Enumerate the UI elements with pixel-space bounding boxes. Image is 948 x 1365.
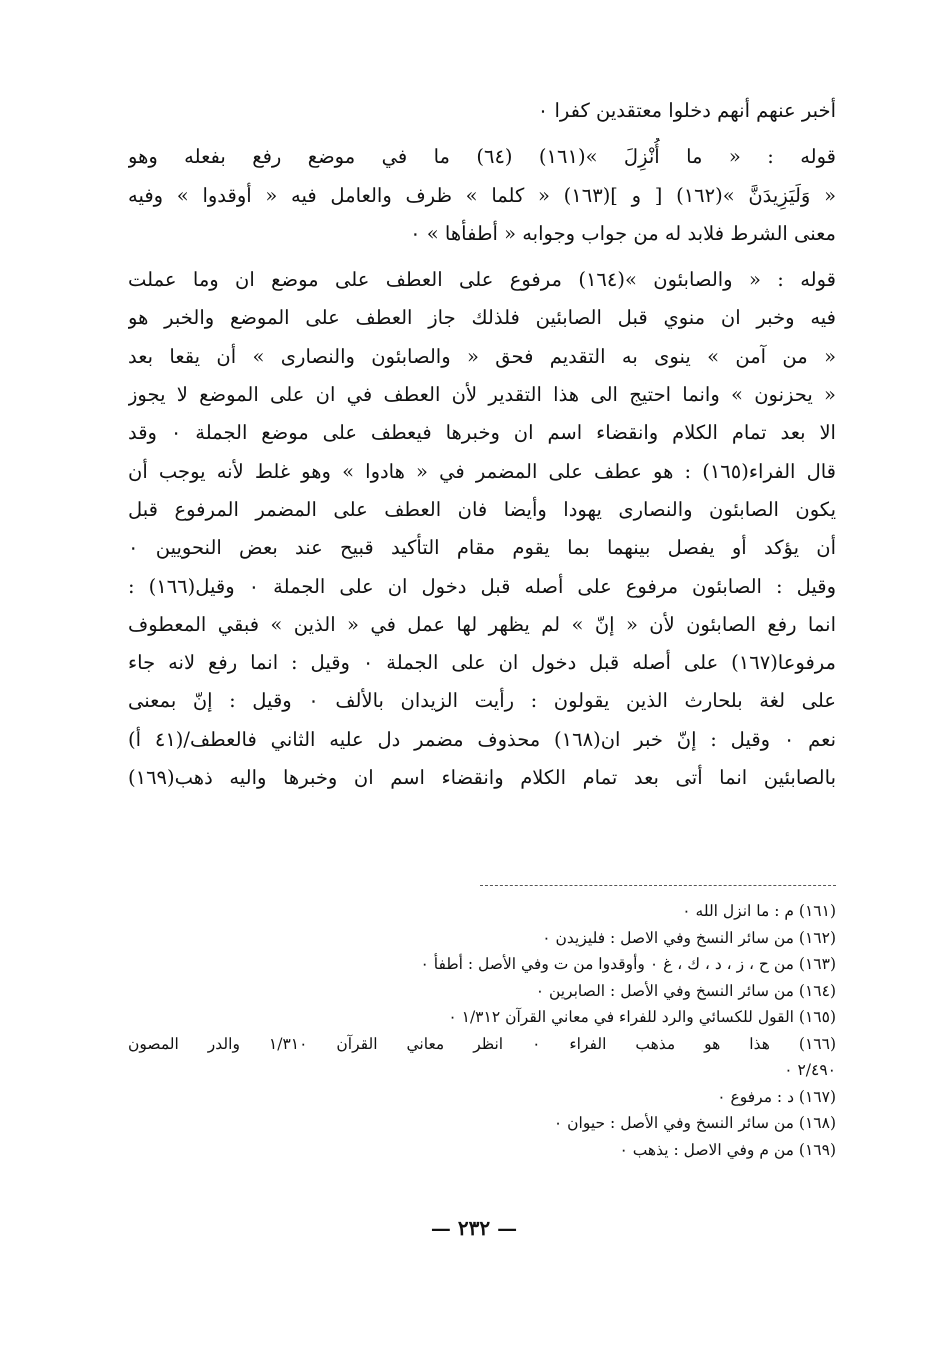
- footnote: (١٦٣) من ح ، ز ، د ، ك ، غ ٠ وأوقدوا من ت وفي الأصل : أطفأ ٠: [420, 955, 836, 973]
- page-number: — ٢٣٢ —: [430, 1216, 518, 1240]
- footnote: (١٦٢) من سائر النسخ وفي الاصل : فليزيدن ٠: [542, 928, 836, 947]
- text-line: أخبر عنهم أنهم دخلوا معتقدين كفرا ٠: [537, 99, 836, 122]
- text-line: أن يؤكد أو يفصل بينهما بما يقوم مقام التأكيد قبيح عند بعض النحويين ٠: [128, 536, 836, 560]
- text-line: قال الفراء(١٦٥) : هو عطف على المضمر في « هادوا » وهو غلط لأنه يوجب أن: [128, 459, 836, 483]
- footnotes: [128, 898, 836, 1163]
- footnote: (١٦٨) من سائر النسخ وفي الأصل : حيوان ٠: [553, 1114, 836, 1132]
- text-line: معنى الشرط فلابد له من جواب وجوابه « أطفأها » ٠: [410, 221, 836, 245]
- text-line: « يحزنون » وانما احتيج الى هذا التقدير لأن العطف في ان على الموضع لا يجوز: [128, 383, 836, 407]
- text-line: الا بعد تمام الكلام وانقضاء اسم ان وخبرها فيعطف على موضع الجملة ٠ وقد: [128, 421, 836, 445]
- footnote-continuation: ٢/٤٩٠ ٠: [784, 1061, 836, 1079]
- text-line: وقيل : الصابئون مرفوع على أصله قبل دخول ان على الجملة ٠ وقيل(١٦٦) :: [128, 574, 836, 598]
- text-line: مرفوعا(١٦٧) على أصله قبل دخول ان على الجملة ٠ وقيل : انما رفع لانه جاء: [128, 651, 836, 675]
- footnote: (١٦٤) من سائر النسخ وفي الأصل : الصابرين ٠: [535, 981, 836, 1000]
- footnote: (١٦٧) د : مرفوع ٠: [717, 1087, 836, 1106]
- main-text: [128, 92, 836, 797]
- text-line: نعم ٠ وقيل : إنّ خبر ان(١٦٨) محذوف مضمر دل عليه الثاني فالعطف/(٤١ أ): [128, 727, 836, 751]
- footnote: (١٦٩) من م وفي الاصل : يذهب ٠: [619, 1140, 836, 1159]
- footnote-divider: [480, 885, 836, 886]
- text-line: قوله : « والصابئون »(١٦٤) مرفوع على العطف على موضع ان وما عملت: [128, 268, 836, 292]
- text-line: انما رفع الصابئون لأن « إنّ » لم يظهر لها عمل في « الذين » فبقي المعطوف: [128, 612, 836, 636]
- text-line: على لغة بلحارث الذين يقولون : رأيت الزيدان بالألف ٠ وقيل : إنّ بمعنى: [128, 689, 836, 713]
- text-line: قوله : « ما أُنْزِلَ »(١٦١) (٦٤) ما في موضع رفع بفعله وهو: [128, 145, 836, 169]
- text-line: يكون الصابئون والنصارى يهودا وأيضا فان العطف على المضمر المرفوع قبل: [128, 497, 836, 521]
- text-line: فيه وخبر ان منوي قبل الصابئين فلذلك جاز العطف على الموضع والخبر هو: [128, 306, 836, 330]
- footnote: (١٦١) م : ما انزل الله ٠: [682, 902, 836, 920]
- text-line: بالصابئين انما أتى بعد تمام الكلام وانقضاء اسم ان وخبرها واليه ذهب(١٦٩): [128, 766, 836, 790]
- text-line: « من آمن » ينوى به التقديم فحق « والصابئون والنصارى » أن يقعا بعد: [128, 344, 836, 368]
- text-line: « وَلَيَزِيدَنَّ »(١٦٢) [ و ](١٦٣) « كلما » ظرف والعامل فيه « أوقدوا » وفيه: [128, 183, 836, 207]
- footnote: (١٦٦) هذا هو مذهب الفراء ٠ انظر معاني القرآن ١/٣١٠ والدر المصون: [128, 1034, 836, 1053]
- footnote: (١٦٥) القول للكسائي والرد للفراء في معاني القرآن ١/٣١٢ ٠: [448, 1008, 836, 1026]
